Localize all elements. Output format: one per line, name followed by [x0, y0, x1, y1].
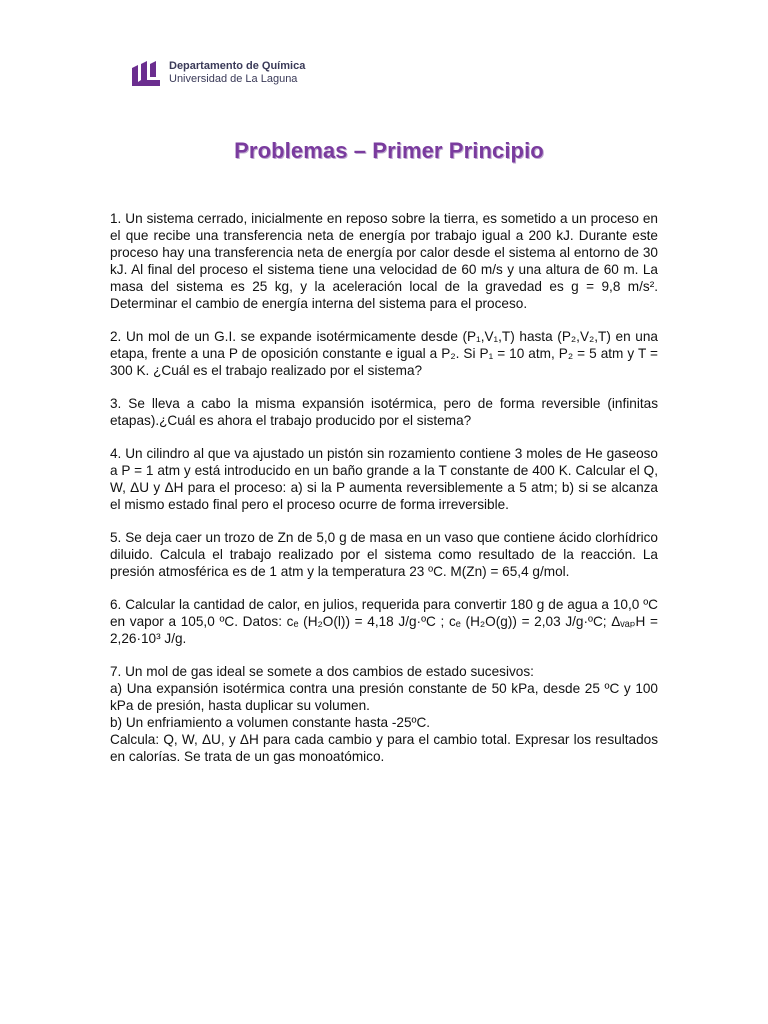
problem-7-part-b: b) Un enfriamiento a volumen constante hasta -25ºC. [110, 715, 431, 730]
department-name: Departamento de Química [169, 60, 306, 72]
problem-4: 4. Un cilindro al que va ajustado un pistón sin rozamiento contiene 3 moles de He gaseoso a P = 1 atm y está introducido en un baño grande a la T constante de 400 K. Calcular el Q, W, ΔU y ΔH para el proceso: a) si la P aumenta reversiblemente a 5 atm; b) si se alcanza el mismo estado final pero el proceso ocurre de forma irreversible. [110, 446, 658, 512]
problem-6: 6. Calcular la cantidad de calor, en julios, requerida para convertir 180 g de agua a 10,0 ºC en vapor a 105,0 ºC. Datos: cₑ (H₂O(l)) = 4,18 J/g·ºC ; cₑ (H₂O(g)) = 2,03 J/g·ºC; ΔᵥₐₚH = 2,26·10³ J/g. [110, 597, 658, 646]
problems-list [110, 210, 658, 781]
problem-5: 5. Se deja caer un trozo de Zn de 5,0 g de masa en un vaso que contiene ácido clorhídrico diluido. Calcula el trabajo realizado por el sistema como resultado de la reacción. La presión atmosférica es de 1 atm y la temperatura 23 ºC. M(Zn) = 65,4 g/mol. [110, 530, 658, 579]
problem-7 [110, 663, 658, 765]
problem-1: 1. Un sistema cerrado, inicialmente en reposo sobre la tierra, es sometido a un proceso en el que recibe una transferencia neta de energía por trabajo igual a 200 kJ. Durante este proceso hay una transferencia neta de energía por calor desde el sistema al entorno de 30 kJ. Al final del proceso el sistema tiene una velocidad de 60 m/s y una altura de 60 m. La masa del sistema es 25 kg, y la aceleración local de la gravedad es g = 9,8 m/s². Determinar el cambio de energía interna del sistema para el proceso. [110, 211, 658, 311]
problem-7-part-a: a) Una expansión isotérmica contra una presión constante de 50 kPa, desde 25 ºC y 100 kPa de presión, hasta duplicar su volumen. [110, 681, 658, 713]
problem-7-question: Calcula: Q, W, ΔU, y ΔH para cada cambio y para el cambio total. Expresar los resultados en calorías. Se trata de un gas monoatómico. [110, 732, 658, 764]
problem-7-statement: 7. Un mol de gas ideal se somete a dos cambios de estado sucesivos: [110, 664, 534, 679]
university-name: Universidad de La Laguna [169, 73, 298, 85]
page-title: Problemas – Primer Principio [234, 138, 544, 163]
university-logo-icon [132, 60, 160, 86]
problem-2: 2. Un mol de un G.I. se expande isotérmicamente desde (P₁,V₁,T) hasta (P₂,V₂,T) en una etapa, frente a una P de oposición constante e igual a P₂. Si P₁ = 10 atm, P₂ = 5 atm y T = 300 K. ¿Cuál es el trabajo realizado por el sistema? [110, 329, 658, 378]
department-header [132, 60, 305, 86]
problem-3: 3. Se lleva a cabo la misma expansión isotérmica, pero de forma reversible (infinitas etapas).¿Cuál es ahora el trabajo producido por el sistema? [110, 396, 658, 428]
